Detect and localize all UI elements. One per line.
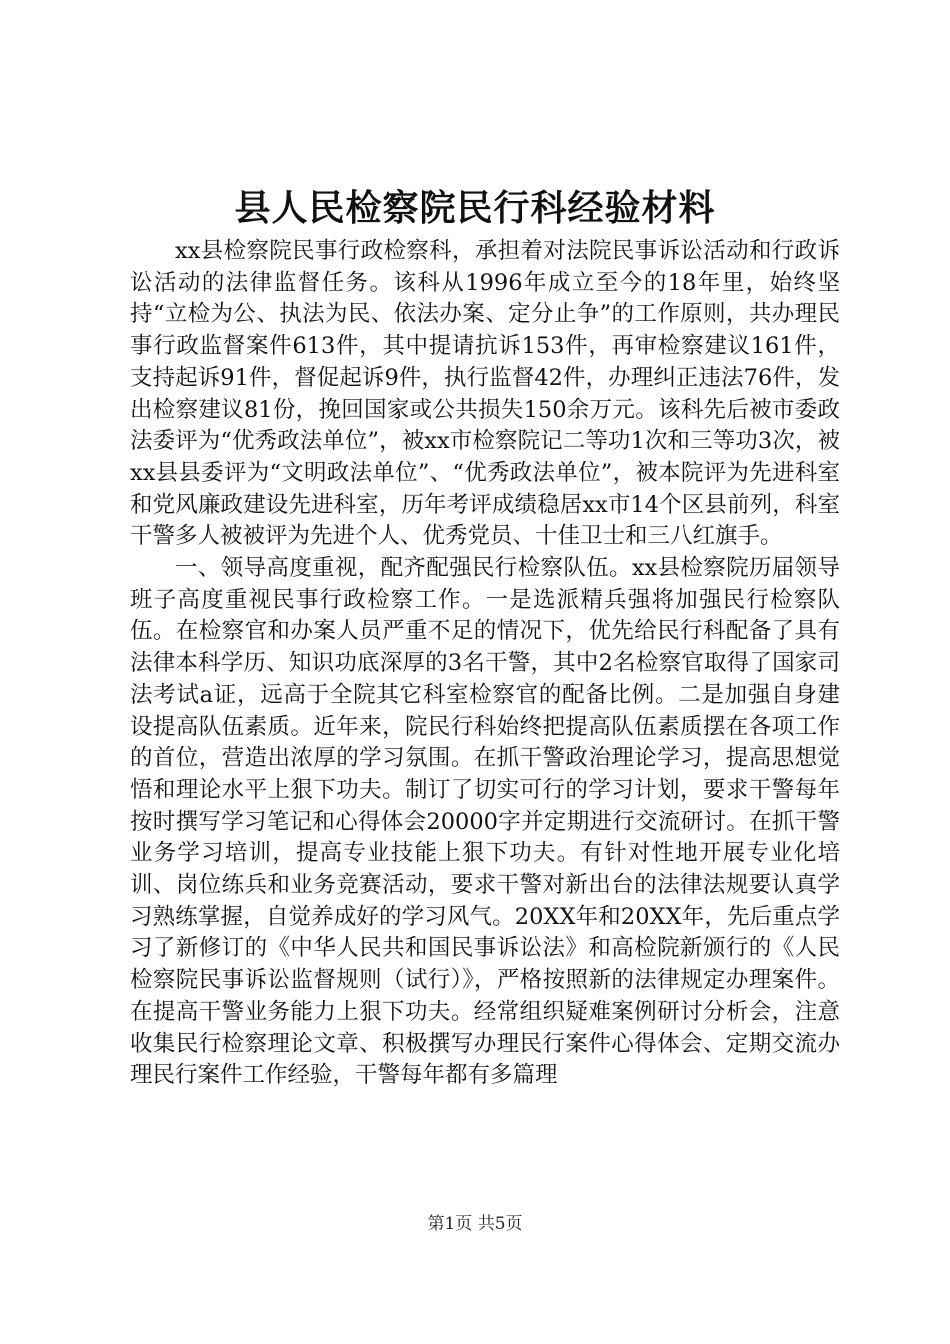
page-number-footer: 第1页 共5页 [427,1214,523,1234]
document-title: 县人民检察院民行科经验材料 [234,187,716,229]
document-body [130,236,840,1092]
paragraph-intro: xx县检察院民事行政检察科，承担着对法院民事诉讼活动和行政诉讼活动的法律监督任务。该科从1996年成立至今的18年里，始终坚持“立检为公、执法为民、依法办案、定分止争”的工作原则，共办理民事行政监督案件613件，其中提请抗诉153件，再审检察建议161件，支持起诉91件，督促起诉9件，执行监督42件，办理纠正违法76件，发出检察建议81份，挽回国家或公共损失150余万元。该科先后被市委政法委评为“优秀政法单位”，被xx市检察院记二等功1次和三等功3次，被xx县县委评为“文明政法单位”、“优秀政法单位”，被本院评为先进科室和党风廉政建设先进科室，历年考评成绩稳居xx市14个区县前列，科室干警多人被被评为先进个人、优秀党员、十佳卫士和三八红旗手。 [130,238,840,550]
paragraph-section-one: 一、领导高度重视，配齐配强民行检察队伍。xx县检察院历届领导班子高度重视民事行政检察工作。一是选派精兵强将加强民行检察队伍。在检察官和办案人员严重不足的情况下，优先给民行科配备了具有法律本科学历、知识功底深厚的3名干警，其中2名检察官取得了国家司法考试a证，远高于全院其它科室检察官的配备比例。二是加强自身建设提高队伍素质。近年来，院民行科始终把提高队伍素质摆在各项工作的首位，营造出浓厚的学习氛围。在抓干警政治理论学习，提高思想觉悟和理论水平上狠下功夫。制订了切实可行的学习计划，要求干警每年按时撰写学习笔记和心得体会20000字并定期进行交流研讨。在抓干警业务学习培训，提高专业技能上狠下功夫。有针对性地开展专业化培训、岗位练兵和业务竞赛活动，要求干警对新出台的法律法规要认真学习熟练掌握，自觉养成好的学习风气。20XX年和20XX年，先后重点学习了新修订的《中华人民共和国民事诉讼法》和高检院新颁行的《人民检察院民事诉讼监督规则（试行）》，严格按照新的法律规定办理案件。在提高干警业务能力上狠下功夫。经常组织疑难案例研讨分析会，注意收集民行检察理论文章、积极撰写办理民行案件心得体会、定期交流办理民行案件工作经验，干警每年都有多篇理 [130,555,840,1089]
